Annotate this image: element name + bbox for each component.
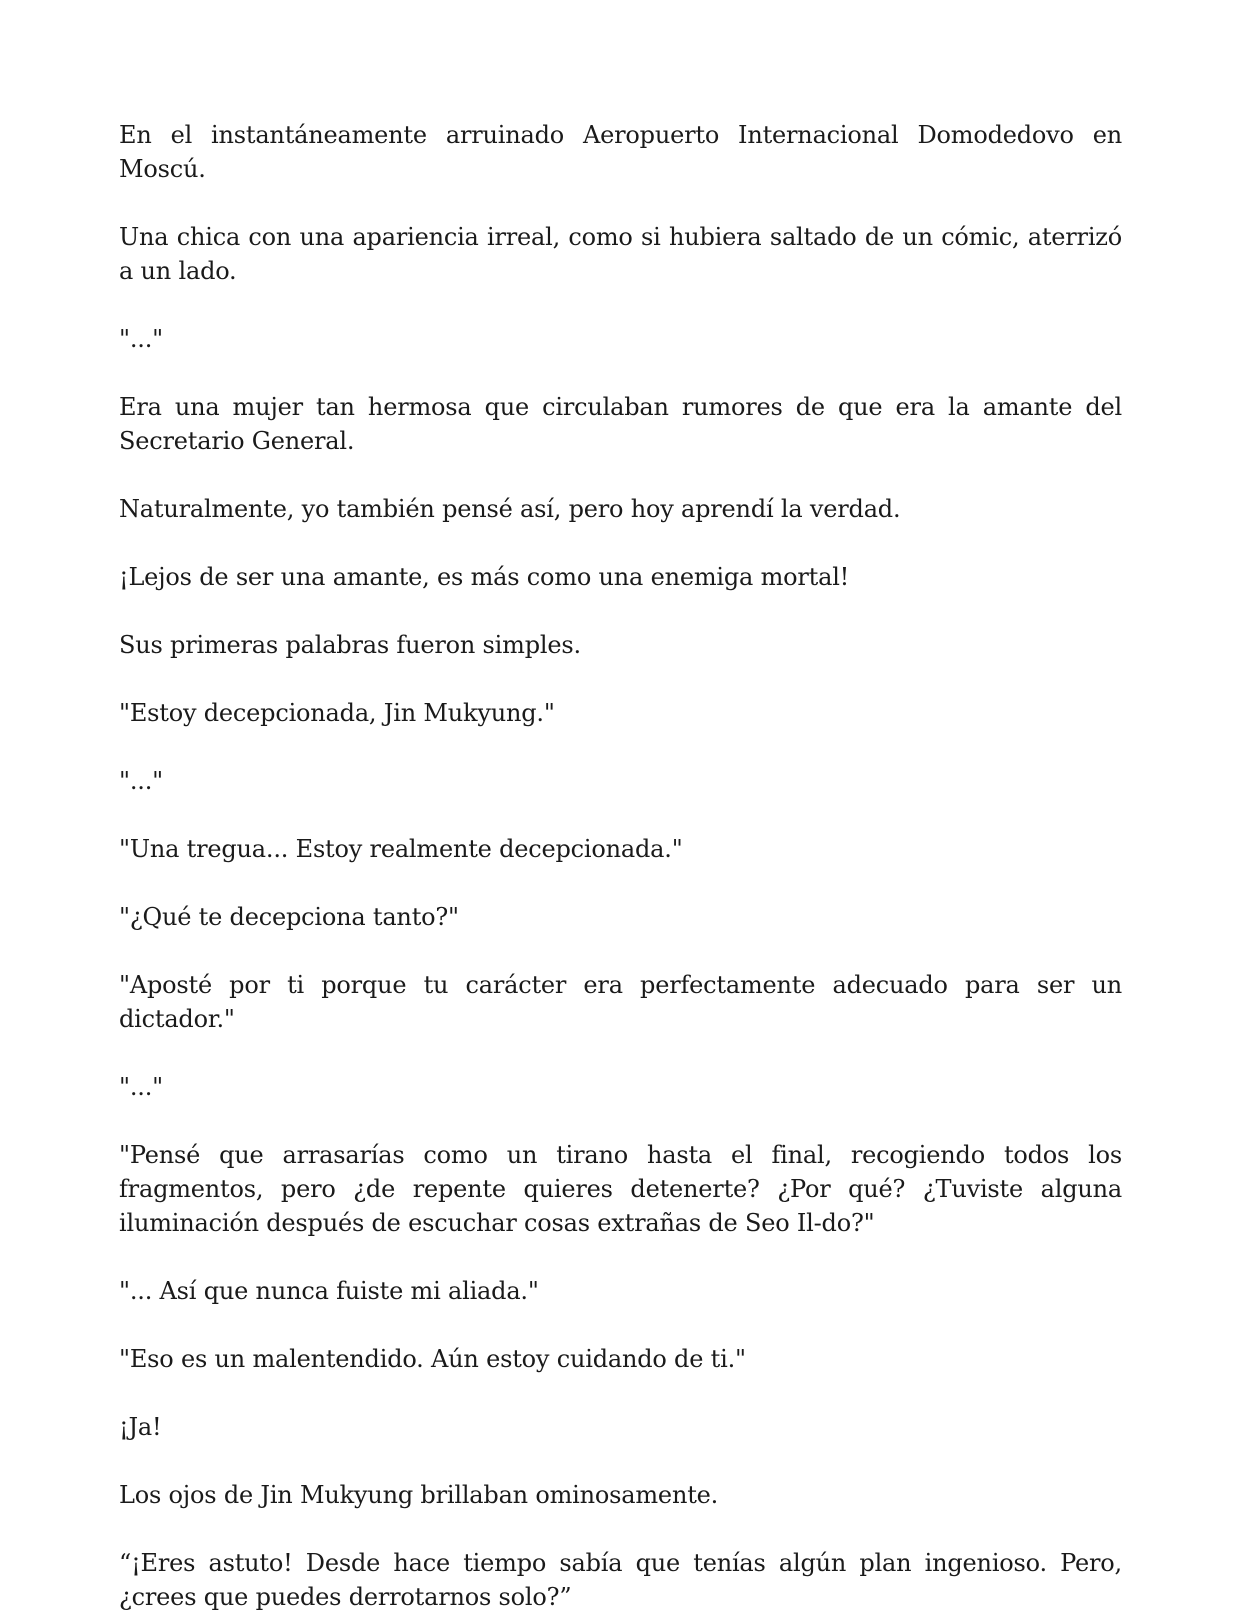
paragraph: Sus primeras palabras fueron simples. [119,631,581,659]
paragraph: "..." [119,325,163,353]
paragraph: "¿Qué te decepciona tanto?" [119,903,459,931]
paragraph: "Pensé que arrasarías como un tirano hasta el final, recogiendo todos los fragmentos, pero ¿de repente quieres detenerte? ¿Por qué? ¿Tuviste alguna iluminación después de escuchar cosas extrañas de Seo Il-do?" [119,1141,1122,1237]
paragraph: "..." [119,1073,163,1101]
paragraph: Una chica con una apariencia irreal, como si hubiera saltado de un cómic, aterrizó a un lado. [119,223,1122,285]
paragraph: "..." [119,767,163,795]
paragraph: "Eso es un malentendido. Aún estoy cuidando de ti." [119,1345,746,1373]
paragraph: Los ojos de Jin Mukyung brillaban ominosamente. [119,1481,719,1509]
paragraph: "... Así que nunca fuiste mi aliada." [119,1277,539,1305]
paragraph: "Aposté por ti porque tu carácter era perfectamente adecuado para ser un dictador." [119,971,1122,1033]
paragraph: ¡Lejos de ser una amante, es más como una enemiga mortal! [119,563,850,591]
document-body [119,118,1122,1617]
paragraph: ¡Ja! [119,1413,162,1441]
paragraph: “¡Eres astuto! Desde hace tiempo sabía que tenías algún plan ingenioso. Pero, ¿crees que puedes derrotarnos solo?” [119,1549,1122,1611]
paragraph: Naturalmente, yo también pensé así, pero hoy aprendí la verdad. [119,495,901,523]
paragraph: "Estoy decepcionada, Jin Mukyung." [119,699,555,727]
paragraph: "Una tregua... Estoy realmente decepcionada." [119,835,683,863]
paragraph: En el instantáneamente arruinado Aeropuerto Internacional Domodedovo en Moscú. [119,121,1122,183]
paragraph: Era una mujer tan hermosa que circulaban rumores de que era la amante del Secretario General. [119,393,1122,455]
